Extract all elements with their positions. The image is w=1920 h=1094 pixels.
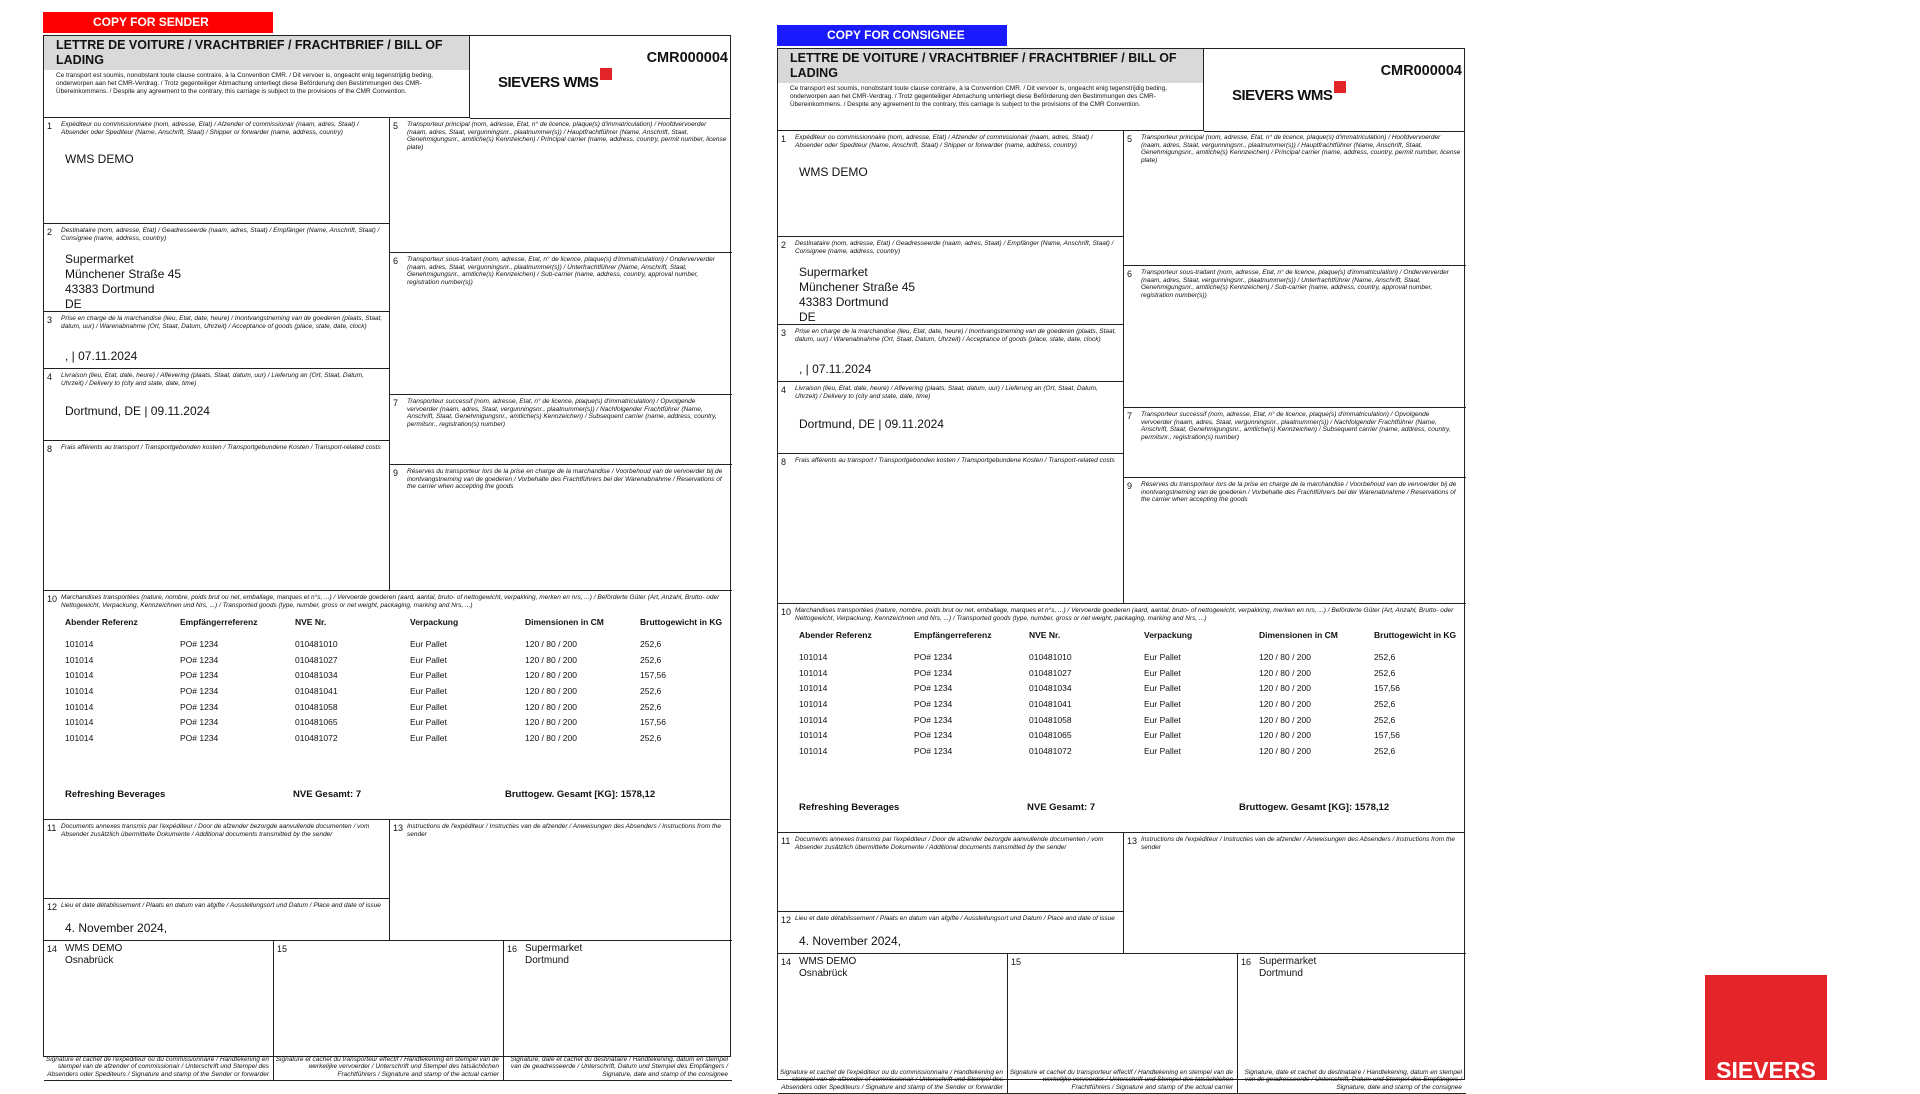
table-cell: 101014: [65, 717, 94, 728]
table-cell: PO# 1234: [914, 667, 953, 678]
table-cell: 120 / 80 / 200: [1259, 730, 1311, 741]
table-cell: PO# 1234: [180, 733, 219, 744]
goods-table: [799, 630, 1459, 762]
sender-name: WMS DEMO: [799, 165, 868, 179]
table-cell: 120 / 80 / 200: [1259, 714, 1311, 725]
sender-signature-name: WMS DEMO Osnabrück: [799, 956, 857, 979]
box-b5: [389, 118, 732, 253]
sievers-logo: SIEVERS: [1705, 975, 1827, 1080]
table-cell: 010481034: [295, 670, 338, 681]
cmr-number: CMR000004: [646, 50, 728, 66]
table-cell: 010481034: [1029, 683, 1072, 694]
table-cell: 120 / 80 / 200: [525, 686, 577, 697]
consignee-address: Supermarket Münchener Straße 45 43383 Dortmund DE: [65, 252, 182, 311]
table-row: [65, 733, 725, 749]
box-label: Instructions de l'expéditeur / Instructies van de afzender / Anweisungen des Absenders / Instructions from the sender: [1141, 836, 1456, 851]
table-cell: Eur Pallet: [410, 654, 447, 665]
box-b8: [44, 441, 389, 591]
box-number: 14: [47, 944, 58, 954]
box-b16: [503, 941, 732, 1081]
table-cell: 101014: [65, 639, 94, 649]
box-b11: [778, 833, 1123, 912]
box-label: Documents annexes transmis par l'expéditeur / Door de afzender bezorgde aanvullende documenten / vom Absender zusätzlich übermittelte Dokumente / Additional documents transmitted by the sender: [795, 836, 1104, 851]
box-b9: [1123, 478, 1466, 604]
box-b13: [1123, 833, 1466, 954]
table-cell: Eur Pallet: [1144, 714, 1181, 725]
table-cell: Eur Pallet: [410, 670, 447, 681]
box-label: Destinataire (nom, adresse, Etat) / Geadresseerde (naam, adres, Staat) / Empfänger (Name, Anschrift, Staat) / Consignee (name, address, country): [61, 227, 380, 242]
table-cell: 120 / 80 / 200: [1259, 746, 1311, 757]
box-b9: [389, 465, 732, 591]
table-cell: 101014: [799, 667, 828, 678]
table-cell: 120 / 80 / 200: [525, 654, 577, 665]
table-cell: 157,56: [640, 670, 666, 681]
box-label: Destinataire (nom, adresse, Etat) / Geadresseerde (naam, adres, Staat) / Empfänger (Name, Anschrift, Staat) / Consignee (name, address, country): [795, 240, 1114, 255]
table-row: [65, 717, 725, 733]
box-b10: 10 Marchandises transportées (nature, nombre, poids brut ou net, emballage, marques et n°s, ...) / Vervoerde goederen (aard, aantal, bruto- of nettogewicht, verpakking, merken en nrs, ...) / Beförderte Güter (Art, Anzahl, Brutto- oder Nettogewicht, Verpackung, Kennzeichnen und Nrs, ...) / Transported goods (type, number, gross or net weight, packaging, marking and Nrs, ...) Abender Referenz Empfängerreferenz NVE Nr. Verpackung Dimensionen in CM Bruttogewicht in KG 101014 PO# 1234 010481010 Eur Pallet 120 / 80 / 200 252,6 101014 PO# 1234 010481027 Eur Pallet 120 / 80 / 200 252,6 101014 PO# 1234 010481034 Eur Pallet 120 / 80 / 200 157,56 101014 PO# 1234 010481041 Eur Pallet 120 / 80 / 200 252,6 101014 PO# 1234 010481058 Eur Pallet 120 / 80 / 200 252,6 101014 PO# 1234 010481065 Eur Pallet 120 / 80 / 200 157,56 101014 PO# 1234 010481072 Eur Pallet 120 / 80 / 200 252,6 Refreshing Beverages NVE Gesamt: 7 Bruttogew. Gesamt [KG]: 1578,12: [44, 591, 730, 820]
form-title: LETTRE DE VOITURE / VRACHTBRIEF / FRACHTBRIEF / BILL OF LADING: [56, 38, 443, 67]
box-label: Frais afférents au transport / Transportgebonden kosten / Transportgebundene Kosten / Transport-related costs: [795, 457, 1115, 464]
table-cell: 120 / 80 / 200: [1259, 683, 1311, 694]
table-cell: Eur Pallet: [410, 686, 447, 697]
table-cell: PO# 1234: [914, 699, 953, 710]
table-cell: PO# 1234: [180, 654, 219, 665]
table-cell: Eur Pallet: [410, 733, 447, 744]
consignee-signature-name: Supermarket Dortmund: [525, 943, 583, 966]
table-cell: Eur Pallet: [1144, 699, 1181, 710]
box-number: 1: [781, 134, 787, 144]
table-cell: PO# 1234: [914, 730, 953, 741]
box-label: Marchandises transportées (nature, nombre, poids brut ou net, emballage, marques et n°s, ...) / Vervoerde goederen (aard, aantal, bruto- of nettogewicht, verpakking, merken en nrs, ...) / Beförderte Güter (Art, Anzahl, Brutto- oder Nettogewicht, Verpackung, Kennzeichnen und Nrs, ...) / Transported goods (type, number, gross or net weight, packaging, marking and Nrs, ...): [795, 607, 1454, 622]
box-b13: [389, 820, 732, 941]
signature-label: Signature et cachet de l'expéditeur ou du commissionnaire / Handtekening en stempel van de afzender of commissionair / Unterschrift und Stempel des Absenders oder Spediteurs / Signature and stamp of the Sender or forwarder: [779, 1068, 1003, 1091]
cmr-form: [777, 48, 1465, 1091]
table-cell: 101014: [65, 701, 94, 712]
table-cell: 252,6: [640, 733, 662, 744]
table-cell: 101014: [799, 652, 828, 662]
box-number: 5: [1127, 134, 1133, 144]
box-number: 12: [781, 915, 792, 925]
table-cell: 010481027: [295, 654, 338, 665]
pickup-info: , | 07.11.2024: [799, 362, 872, 376]
sender-signature-name: WMS DEMO Osnabrück: [65, 943, 123, 966]
box-b5: [1123, 131, 1466, 266]
table-cell: 157,56: [1374, 730, 1400, 741]
box-label: Transporteur principal (nom, adresse, Etat, n° de licence, plaque(s) d'immatriculation) / Hoofdvervoerder (naam, adres, Staat, vergunningsnr., plaatnummer(s)) / Hauptfrachtführer (Name, Anschrift, Staat, Genehmigungsnr., amtliche(s) Kennzeichen) / Principal carrier (name, address, country, permit number, license plate): [407, 121, 727, 151]
form-header: [44, 36, 470, 118]
table-row: [65, 670, 725, 686]
legal-notice: Ce transport est soumis, nonobstant toute clause contraire, à la Convention CMR. / Dit vervoer is, ongeacht enig tegenstrijdig beding, onderworpen aan het CMR-Verdrag. / Trotz gegenteiliger Abmachung unterliegt diese Beförderung den Bestimmungen des CMR-Übereinkommens. / Despite any agreement to the contrary, this carriage is subject to the provisions of the CMR Convention.: [790, 85, 1167, 108]
box-b6: [389, 253, 732, 395]
box-b15: [273, 941, 503, 1081]
box-b14: [778, 954, 1007, 1094]
table-row: [799, 668, 1459, 684]
box-b14: [44, 941, 273, 1081]
pickup-info: , | 07.11.2024: [65, 349, 138, 363]
table-cell: 157,56: [1374, 683, 1400, 694]
box-b16: [1237, 954, 1466, 1094]
copy-label: COPY FOR CONSIGNEE: [777, 25, 1007, 46]
product-name: Refreshing Beverages: [65, 789, 166, 800]
goods-table: [65, 617, 725, 749]
box-b2: [778, 237, 1123, 325]
table-row: [799, 652, 1459, 668]
table-cell: 010481041: [295, 686, 338, 697]
table-cell: PO# 1234: [180, 670, 219, 681]
table-cell: PO# 1234: [914, 714, 953, 725]
box-number: 5: [393, 121, 399, 131]
table-cell: 010481027: [1029, 667, 1072, 678]
table-cell: 120 / 80 / 200: [525, 717, 577, 728]
signature-label: Signature et cachet de l'expéditeur ou du commissionnaire / Handtekening en stempel van de afzender of commissionair / Unterschrift und Stempel des Absenders oder Spediteurs / Signature and stamp of the Sender or forwarder: [45, 1055, 269, 1078]
table-cell: Eur Pallet: [1144, 683, 1181, 694]
box-label: Livraison (lieu, Etat, date, heure) / Aflevering (plaats, Staat, datum, uur) / Lieferung an (Ort, Staat, Datum, Uhrzeit) / Delivery to (city and state, date, time): [795, 385, 1098, 400]
table-header: Bruttogewicht in KG: [640, 617, 723, 627]
box-number: 3: [781, 328, 787, 338]
table-cell: 101014: [799, 699, 828, 710]
box-b1: [44, 118, 389, 224]
legal-notice: Ce transport est soumis, nonobstant toute clause contraire, à la Convention CMR. / Dit vervoer is, ongeacht enig tegenstrijdig beding, onderworpen aan het CMR-Verdrag. / Trotz gegenteiliger Abmachung unterliegt diese Beförderung den Bestimmungen des CMR-Übereinkommens. / Despite any agreement to the contrary, this carriage is subject to the provisions of the CMR Convention.: [56, 72, 433, 95]
box-number: 6: [393, 256, 399, 266]
issue-date: 4. November 2024,: [799, 934, 902, 948]
table-cell: 010481041: [1029, 699, 1072, 710]
table-cell: PO# 1234: [914, 683, 953, 694]
table-cell: 120 / 80 / 200: [525, 639, 577, 649]
table-header: Abender Referenz: [65, 617, 138, 627]
table-header: Bruttogewicht in KG: [1374, 630, 1457, 640]
table-row: [799, 683, 1459, 699]
box-number: 16: [507, 944, 518, 954]
box-number: 11: [47, 823, 57, 833]
box-number: 14: [781, 957, 792, 967]
box-number: 13: [393, 823, 404, 833]
box-b7: [389, 395, 732, 465]
box-label: Documents annexes transmis par l'expéditeur / Door de afzender bezorgde aanvullende documenten / vom Absender zusätzlich übermittelte Dokumente / Additional documents transmitted by the sender: [61, 823, 370, 838]
table-cell: Eur Pallet: [1144, 730, 1181, 741]
box-b7: [1123, 408, 1466, 478]
box-b3: [778, 325, 1123, 382]
box-number: 9: [393, 468, 399, 478]
box-number: 2: [47, 227, 53, 237]
box-label: Prise en charge de la marchandise (lieu, Etat, date, heure) / Inontvangstneming van de goederen (plaats, Staat, datum, uur) / Warenabnahme (Ort, Staat, Datum, Uhrzeit) / Acceptance of goods (place, state, date, clock): [795, 328, 1117, 343]
table-cell: 120 / 80 / 200: [525, 670, 577, 681]
table-cell: Eur Pallet: [1144, 667, 1181, 678]
table-cell: PO# 1234: [914, 746, 953, 757]
table-cell: 101014: [65, 670, 94, 681]
table-row: [799, 746, 1459, 762]
box-b3: [44, 312, 389, 369]
header-right: [470, 36, 730, 119]
table-header: NVE Nr.: [1029, 630, 1061, 640]
table-cell: 252,6: [640, 701, 662, 712]
table-cell: 252,6: [1374, 746, 1396, 757]
box-b1: [778, 131, 1123, 237]
table-header: Dimensionen in CM: [525, 617, 604, 627]
box-label: Expéditeur ou commissionnaire (nom, adresse, Etat) / Afzender of commissionair (naam, adres, Staat) / Absender oder Spediteur (Name, Anschrift, Staat) / Shipper or forwarder (name, address, country): [61, 121, 359, 136]
box-label: Transporteur principal (nom, adresse, Etat, n° de licence, plaque(s) d'immatriculation) / Hoofdvervoerder (naam, adres, Staat, vergunningsnr., plaatnummer(s)) / Hauptfrachtführer (Name, Anschrift, Staat, Genehmigungsnr., amtliche(s) Kennzeichen) / Principal carrier (name, address, country, permit number, license plate): [1141, 134, 1461, 164]
box-label: Transporteur sous-traitant (nom, adresse, Etat, n° de licence, plaque(s) d'immatriculation) / Onderververder (naam, adres, Staat, vergunningsnr., plaatnummer(s)) / Unterfrachtführer (Name, Anschrift, Staat, Genehmigungsnr., amtliche(s) Kennzeichen) / Sub-carrier (name, address, country, approval number, registration number(s)): [407, 256, 715, 286]
table-cell: 252,6: [640, 654, 662, 665]
table-cell: 120 / 80 / 200: [525, 733, 577, 744]
table-cell: 252,6: [1374, 667, 1396, 678]
box-label: Prise en charge de la marchandise (lieu, Etat, date, heure) / Inontvangstneming van de goederen (plaats, Staat, datum, uur) / Warenabnahme (Ort, Staat, Datum, Uhrzeit) / Acceptance of goods (place, state, date, clock): [61, 315, 383, 330]
weight-total: Bruttogew. Gesamt [KG]: 1578,12: [1239, 802, 1390, 813]
copy-label: COPY FOR SENDER: [43, 12, 273, 33]
consignee-address: Supermarket Münchener Straße 45 43383 Dortmund DE: [799, 265, 916, 324]
box-b4: [778, 382, 1123, 454]
table-row: [65, 686, 725, 702]
table-row: [65, 655, 725, 671]
table-header: NVE Nr.: [295, 617, 327, 627]
box-label: Expéditeur ou commissionnaire (nom, adresse, Etat) / Afzender of commissionair (naam, adres, Staat) / Absender oder Spediteur (Name, Anschrift, Staat) / Shipper or forwarder (name, address, country): [795, 134, 1093, 149]
cmr-number: CMR000004: [1380, 63, 1462, 79]
nve-total: NVE Gesamt: 7: [293, 789, 362, 800]
form-header: [778, 49, 1204, 131]
weight-total: Bruttogew. Gesamt [KG]: 1578,12: [505, 789, 656, 800]
table-cell: 252,6: [1374, 652, 1396, 662]
box-number: 4: [47, 372, 53, 382]
table-cell: PO# 1234: [180, 717, 219, 728]
box-label: Livraison (lieu, Etat, date, heure) / Aflevering (plaats, Staat, datum, uur) / Lieferung an (Ort, Staat, Datum, Uhrzeit) / Delivery to (city and state, date, time): [61, 372, 364, 387]
box-number: 15: [277, 944, 288, 954]
box-number: 13: [1127, 836, 1138, 846]
delivery-info: Dortmund, DE | 09.11.2024: [65, 404, 210, 418]
table-cell: 120 / 80 / 200: [1259, 652, 1311, 662]
box-number: 8: [781, 457, 787, 467]
box-label: Réserves du transporteur lors de la prise en charge de la marchandise / Voorbehoud van de vervoerder bij de inontvangstneming van de goederen / Vorbehalte des Frachtführers bei der Warenabnahme / Reservations of the carrier when accepting the goods: [1141, 481, 1457, 503]
table-cell: 010481010: [1029, 652, 1072, 662]
table-cell: 120 / 80 / 200: [1259, 699, 1311, 710]
table-cell: Eur Pallet: [410, 717, 447, 728]
table-row: [65, 702, 725, 718]
consignee-signature-name: Supermarket Dortmund: [1259, 956, 1317, 979]
product-name: Refreshing Beverages: [799, 802, 900, 813]
table-cell: 252,6: [640, 686, 662, 697]
sievers-wms-logo: SIEVERS WMS: [498, 74, 612, 91]
table-cell: 101014: [799, 730, 828, 741]
box-b12: [44, 899, 389, 941]
box-b11: [44, 820, 389, 899]
sender-name: WMS DEMO: [65, 152, 134, 166]
box-number: 7: [1127, 411, 1133, 421]
header-right: [1204, 49, 1464, 132]
cmr-document-sender: [43, 12, 731, 1078]
box-label: Réserves du transporteur lors de la prise en charge de la marchandise / Voorbehoud van de vervoerder bij de inontvangstneming van de goederen / Vorbehalte des Frachtführers bei der Warenabnahme / Reservations of the carrier when accepting the goods: [407, 468, 723, 490]
table-cell: 101014: [65, 686, 94, 697]
table-cell: 101014: [799, 746, 828, 757]
signature-label: Signature et cachet du transporteur effectif / Handtekening en stempel van de werkelijke vervoerder / Unterschrift und Stempel des tatsächlichen Frachtführers / Signature and stamp of the actual carrier: [1009, 1068, 1233, 1091]
table-cell: PO# 1234: [180, 701, 219, 712]
box-b4: [44, 369, 389, 441]
table-header: Verpackung: [1144, 630, 1193, 640]
table-cell: 010481072: [1029, 746, 1072, 757]
signature-label: Signature, date et cachet du destinataire / Handtekening, datum en stempel van de geadresseerde / Unterschrift, Datum und Stempel des Empfängers / Signature, date and stamp of the consignee: [1244, 1068, 1462, 1091]
box-b2: [44, 224, 389, 312]
box-label: Lieu et date détablissement / Plaats en datum van afgifte / Ausstellungsort und Datum / Place and date of issue: [795, 915, 1115, 922]
table-cell: 101014: [799, 683, 828, 694]
box-label: Transporteur sous-traitant (nom, adresse, Etat, n° de licence, plaque(s) d'immatriculation) / Onderververder (naam, adres, Staat, vergunningsnr., plaatnummer(s)) / Unterfrachtführer (Name, Anschrift, Staat, Genehmigungsnr., amtliche(s) Kennzeichen) / Sub-carrier (name, address, country, approval number, registration number(s)): [1141, 269, 1449, 299]
cmr-form: [43, 35, 731, 1078]
table-cell: 252,6: [1374, 699, 1396, 710]
table-row: [799, 699, 1459, 715]
table-cell: 010481072: [295, 733, 338, 744]
box-b8: [778, 454, 1123, 604]
box-number: 15: [1011, 957, 1022, 967]
table-header: Empfängerreferenz: [914, 630, 992, 640]
box-number: 1: [47, 121, 53, 131]
table-header: Dimensionen in CM: [1259, 630, 1338, 640]
table-cell: Eur Pallet: [1144, 746, 1181, 757]
sievers-wms-logo: SIEVERS WMS: [1232, 87, 1346, 104]
box-label: Transporteur successif (nom, adresse, Etat, n° de licence, plaque(s) d'immatriculation) / Opvolgende vervoerder (naam, adres, Staat, vergunningsnr., plaatnummer(s)) / Nachfolgender Frachtführer (Name, Anschrift, Staat, Genehmigungsnr., amtliche(s) Kennzeichen) / Subsequent carrier (name, address, country, permitsnr., registration(s) number): [1141, 411, 1451, 441]
box-number: 4: [781, 385, 787, 395]
table-cell: 010481065: [1029, 730, 1072, 741]
table-header: Empfängerreferenz: [180, 617, 258, 627]
box-b6: [1123, 266, 1466, 408]
table-cell: 101014: [799, 714, 828, 725]
box-number: 16: [1241, 957, 1252, 967]
table-cell: 101014: [65, 654, 94, 665]
table-cell: 252,6: [1374, 714, 1396, 725]
box-label: Lieu et date détablissement / Plaats en datum van afgifte / Ausstellungsort und Datum / Place and date of issue: [61, 902, 381, 909]
table-cell: Eur Pallet: [410, 639, 447, 649]
box-b10: 10 Marchandises transportées (nature, nombre, poids brut ou net, emballage, marques et n°s, ...) / Vervoerde goederen (aard, aantal, bruto- of nettogewicht, verpakking, merken en nrs, ...) / Beförderte Güter (Art, Anzahl, Brutto- oder Nettogewicht, Verpackung, Kennzeichnen und Nrs, ...) / Transported goods (type, number, gross or net weight, packaging, marking and Nrs, ...) Abender Referenz Empfängerreferenz NVE Nr. Verpackung Dimensionen in CM Bruttogewicht in KG 101014 PO# 1234 010481010 Eur Pallet 120 / 80 / 200 252,6 101014 PO# 1234 010481027 Eur Pallet 120 / 80 / 200 252,6 101014 PO# 1234 010481034 Eur Pallet 120 / 80 / 200 157,56 101014 PO# 1234 010481041 Eur Pallet 120 / 80 / 200 252,6 101014 PO# 1234 010481058 Eur Pallet 120 / 80 / 200 252,6 101014 PO# 1234 010481065 Eur Pallet 120 / 80 / 200 157,56 101014 PO# 1234 010481072 Eur Pallet 120 / 80 / 200 252,6 Refreshing Beverages NVE Gesamt: 7 Bruttogew. Gesamt [KG]: 1578,12: [778, 604, 1464, 833]
table-cell: PO# 1234: [180, 686, 219, 697]
cmr-document-consignee: [777, 25, 1465, 1091]
box-label: Instructions de l'expéditeur / Instructies van de afzender / Anweisungen des Absenders / Instructions from the sender: [407, 823, 722, 838]
box-number: 11: [781, 836, 791, 846]
box-label: Frais afférents au transport / Transportgebonden kosten / Transportgebundene Kosten / Transport-related costs: [61, 444, 381, 451]
box-number: 3: [47, 315, 53, 325]
box-label: Transporteur successif (nom, adresse, Etat, n° de licence, plaque(s) d'immatriculation) / Opvolgende vervoerder (naam, adres, Staat, vergunningsnr., plaatnummer(s)) / Nachfolgender Frachtführer (Name, Anschrift, Staat, Genehmigungsnr., amtliche(s) Kennzeichen) / Subsequent carrier (name, address, country, permitsnr., registration(s) number): [407, 398, 717, 428]
table-cell: 010481058: [295, 701, 338, 712]
table-cell: 120 / 80 / 200: [1259, 667, 1311, 678]
box-number: 12: [47, 902, 58, 912]
table-cell: 010481010: [295, 639, 338, 649]
signature-label: Signature, date et cachet du destinataire / Handtekening, datum en stempel van de geadresseerde / Unterschrift, Datum und Stempel des Empfängers / Signature, date and stamp of the consignee: [510, 1055, 728, 1078]
table-row: [65, 639, 725, 655]
table-cell: Eur Pallet: [1144, 652, 1181, 662]
signature-label: Signature et cachet du transporteur effectif / Handtekening en stempel van de werkelijke vervoerder / Unterschrift und Stempel des tatsächlichen Frachtführers / Signature and stamp of the actual carrier: [275, 1055, 499, 1078]
delivery-info: Dortmund, DE | 09.11.2024: [799, 417, 944, 431]
table-cell: Eur Pallet: [410, 701, 447, 712]
table-row: [799, 730, 1459, 746]
box-b12: [778, 912, 1123, 954]
table-cell: 010481065: [295, 717, 338, 728]
table-header: Verpackung: [410, 617, 459, 627]
table-cell: PO# 1234: [914, 652, 953, 662]
box-number: 7: [393, 398, 399, 408]
box-b15: [1007, 954, 1237, 1094]
table-cell: 120 / 80 / 200: [525, 701, 577, 712]
box-number: 2: [781, 240, 787, 250]
box-number: 8: [47, 444, 53, 454]
table-cell: 157,56: [640, 717, 666, 728]
table-row: [799, 715, 1459, 731]
table-cell: 252,6: [640, 639, 662, 649]
nve-total: NVE Gesamt: 7: [1027, 802, 1096, 813]
box-label: Marchandises transportées (nature, nombre, poids brut ou net, emballage, marques et n°s, ...) / Vervoerde goederen (aard, aantal, bruto- of nettogewicht, verpakking, merken en nrs, ...) / Beförderte Güter (Art, Anzahl, Brutto- oder Nettogewicht, Verpackung, Kennzeichnen und Nrs, ...) / Transported goods (type, number, gross or net weight, packaging, marking and Nrs, ...): [61, 594, 720, 609]
box-number: 6: [1127, 269, 1133, 279]
form-title: LETTRE DE VOITURE / VRACHTBRIEF / FRACHTBRIEF / BILL OF LADING: [790, 51, 1177, 80]
box-number: 9: [1127, 481, 1133, 491]
issue-date: 4. November 2024,: [65, 921, 168, 935]
table-cell: PO# 1234: [180, 639, 219, 649]
table-cell: 010481058: [1029, 714, 1072, 725]
table-header: Abender Referenz: [799, 630, 872, 640]
table-cell: 101014: [65, 733, 94, 744]
